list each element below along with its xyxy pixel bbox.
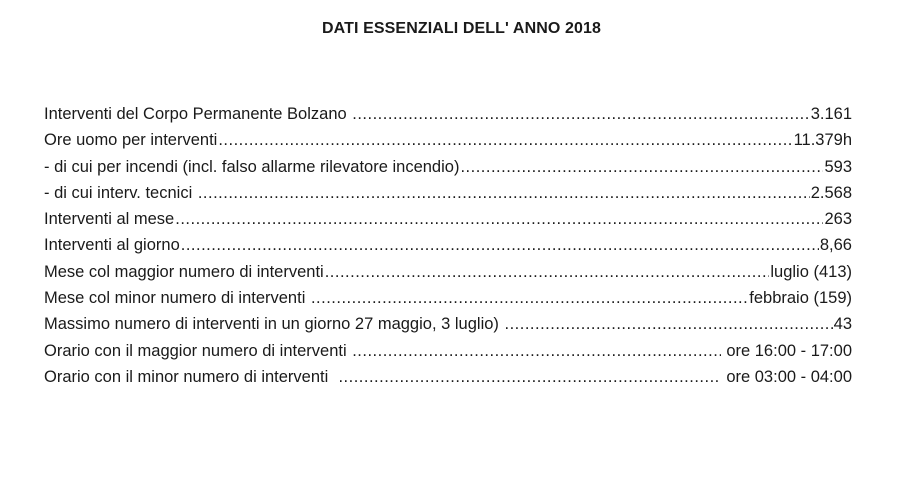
page-title: DATI ESSENZIALI DELL' ANNO 2018 — [322, 20, 601, 37]
list-item — [44, 154, 852, 180]
dot-leader — [325, 259, 770, 285]
row-value: ore 16:00 - 17:00 — [721, 341, 852, 360]
list-item — [44, 311, 852, 337]
dot-leader — [352, 338, 721, 364]
row-label: Mese col minor numero di interventi — [44, 289, 310, 308]
list-item — [44, 259, 852, 285]
row-label: Orario con il minor numero di interventi — [44, 367, 338, 386]
dot-leader — [198, 180, 810, 206]
list-item — [44, 232, 852, 258]
row-value: 2.568 — [810, 183, 852, 202]
row-value: 43 — [833, 315, 852, 334]
row-label: Orario con il maggior numero di interventi — [44, 341, 352, 360]
row-label: Interventi del Corpo Permanente Bolzano — [44, 105, 352, 123]
list-item — [44, 285, 852, 311]
dot-leader — [175, 206, 823, 232]
row-label: Interventi al mese — [44, 210, 175, 229]
dot-leader — [181, 232, 819, 258]
row-label: Interventi al giorno — [44, 236, 180, 255]
row-label: Massimo numero di interventi in un giorno 27 maggio, 3 luglio) — [44, 315, 504, 334]
list-item — [44, 180, 852, 206]
statistics-list — [44, 101, 852, 390]
list-item — [44, 206, 852, 232]
row-value: 3.161 — [810, 105, 852, 123]
list-item — [44, 364, 852, 390]
row-value: 11.379h — [793, 131, 852, 150]
row-value: luglio (413) — [770, 262, 852, 281]
row-label: Ore uomo per interventi — [44, 131, 218, 150]
row-value: 263 — [824, 210, 852, 229]
dot-leader — [338, 364, 720, 390]
dot-leader — [460, 154, 823, 180]
row-label: Mese col maggior numero di interventi — [44, 262, 324, 281]
dot-leader — [311, 285, 748, 311]
row-value: 8,66 — [819, 236, 852, 255]
list-item — [44, 101, 852, 127]
row-label: - di cui per incendi (incl. falso allarme rilevatore incendio) — [44, 157, 460, 176]
dot-leader — [218, 127, 792, 153]
row-value: ore 03:00 - 04:00 — [721, 367, 852, 386]
list-item — [44, 338, 852, 364]
row-label: - di cui interv. tecnici — [44, 183, 197, 202]
row-value: febbraio (159) — [749, 289, 852, 308]
dot-leader — [352, 101, 809, 127]
row-value: 593 — [824, 157, 852, 176]
dot-leader — [505, 311, 833, 337]
list-item — [44, 127, 852, 153]
